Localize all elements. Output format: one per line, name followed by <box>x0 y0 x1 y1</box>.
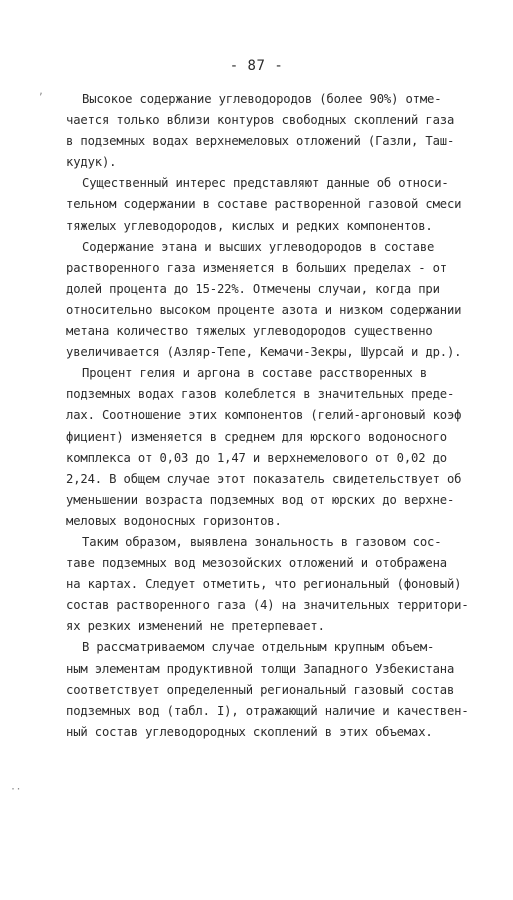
text-line: Процент гелия и аргона в составе расстворенных в <box>82 366 427 381</box>
text-line: комплекса от 0,03 до 1,47 и верхнемелового от 0,02 до <box>66 450 447 465</box>
text-line: таве подземных вод мезозойских отложений и отображена <box>66 556 447 571</box>
text-line: В рассматриваемом случае отдельным крупным объем- <box>82 640 435 655</box>
text-line: на картах. Следует отметить, что региональный (фоновый) <box>66 577 462 592</box>
text-line: Содержание этана и высших углеводородов в составе <box>82 239 435 254</box>
page-number: - 87 - <box>229 58 284 74</box>
body-text <box>66 89 496 743</box>
text-line: кудук). <box>66 155 117 170</box>
text-line: подземных вод (табл. I), отражающий наличие и качествен- <box>66 703 469 718</box>
text-line: ный состав углеводородных скоплений в этих объемах. <box>66 724 433 739</box>
text-line: увеличивается (Азляр-Тепе, Кемачи-Зекры, Шурсай и др.). <box>66 345 462 360</box>
text-line: лах. Соотношение этих компонентов (гелий-аргоновый коэф <box>66 408 462 423</box>
text-line: соответствует определенный региональный газовый состав <box>66 682 455 697</box>
text-line: состав растворенного газа (4) на значительных территори- <box>66 598 469 613</box>
text-line: растворенного газа изменяется в больших пределах - от <box>66 260 447 275</box>
text-line: подземных водах газов колеблется в значительных преде- <box>66 387 455 402</box>
text-line: фициент) изменяется в среднем для юрского водоносного <box>66 429 447 444</box>
text-line: долей процента до 15-22%. Отмечены случаи, когда при <box>66 281 440 296</box>
text-line: ным элементам продуктивной толщи Западного Узбекистана <box>66 661 455 676</box>
text-line: метана количество тяжелых углеводородов существенно <box>66 324 433 339</box>
text-line: Существенный интерес представляют данные об относи- <box>82 176 449 191</box>
text-line: Высокое содержание углеводородов (более 90%) отме- <box>82 92 442 106</box>
text-line: Таким образом, выявлена зональность в газовом сос- <box>82 534 442 549</box>
text-line: меловых водоносных горизонтов. <box>66 513 282 528</box>
text-line: тельном содержании в составе растворенной газовой смеси <box>66 197 462 212</box>
scan-mark: ·· <box>10 784 22 795</box>
text-line: чается только вблизи контуров свободных скоплений газа <box>66 113 455 128</box>
text-line: 2,24. В общем случае этот показатель свидетельствует об <box>66 471 462 486</box>
text-line: относительно высоком проценте азота и низком содержании <box>66 302 462 317</box>
text-line: уменьшении возраста подземных вод от юрских до верхне- <box>66 492 455 507</box>
scan-mark: , <box>38 86 44 97</box>
text-line: ях резких изменений не претерпевает. <box>66 619 325 634</box>
text-line: тяжелых углеводородов, кислых и редких компонентов. <box>66 218 433 233</box>
text-line: в подземных водах верхнемеловых отложений (Газли, Таш- <box>66 134 455 149</box>
